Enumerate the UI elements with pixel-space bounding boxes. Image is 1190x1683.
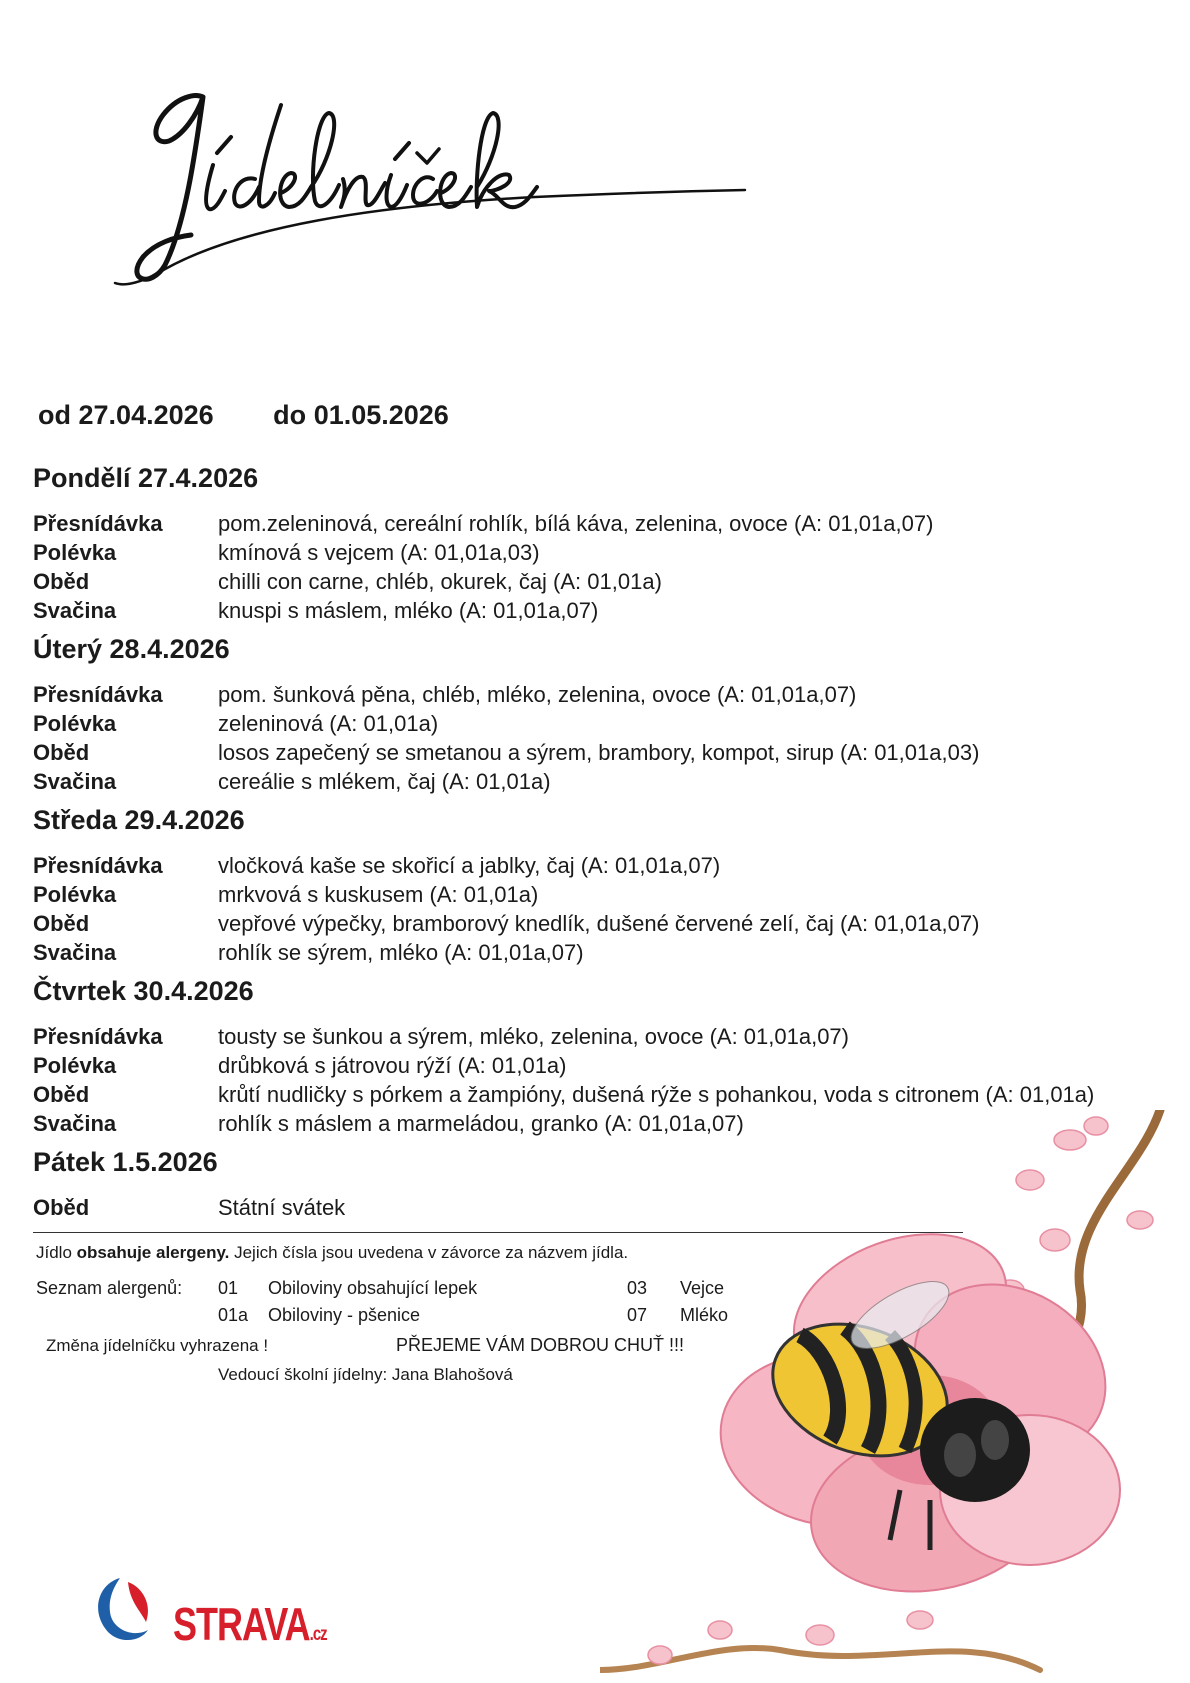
meal-name: Oběd <box>33 740 90 765</box>
day-title: Pondělí 27.4.2026 <box>33 463 259 493</box>
meal-row <box>33 1051 1113 1080</box>
meal-name: Přesnídávka <box>33 682 163 707</box>
allergen-code: 01a <box>218 1305 249 1325</box>
meal-row <box>33 909 1113 938</box>
meal-name: Přesnídávka <box>33 511 163 536</box>
meal-description: kmínová s vejcem (A: 01,01a,03) <box>218 540 540 565</box>
meal-name: Polévka <box>33 882 117 907</box>
meal-description: Státní svátek <box>218 1195 346 1220</box>
meal-row <box>33 738 1113 767</box>
allergen-name: Obiloviny - pšenice <box>268 1305 421 1325</box>
change-note: Změna jídelníčku vyhrazena ! <box>46 1336 269 1355</box>
meal-name: Polévka <box>33 1053 117 1078</box>
logo-suffix: .cz <box>309 1623 327 1646</box>
meal-name: Svačina <box>33 598 117 623</box>
meal-description: vepřové výpečky, bramborový knedlík, dušené červené zelí, čaj (A: 01,01a,07) <box>218 911 980 936</box>
allergen-code: 03 <box>627 1278 648 1298</box>
meal-row <box>33 1022 1113 1051</box>
meal-name: Oběd <box>33 911 90 936</box>
meal-description: zeleninová (A: 01,01a) <box>218 711 439 736</box>
meal-name: Oběd <box>33 1195 90 1220</box>
blossom-bee-illustration <box>600 1110 1190 1683</box>
meal-description: rohlík se sýrem, mléko (A: 01,01a,07) <box>218 940 584 965</box>
date-range <box>38 400 449 431</box>
allergen-name: Vejce <box>680 1278 725 1298</box>
meal-row <box>33 880 1113 909</box>
bon-appetit-wish: PŘEJEME VÁM DOBROU CHUŤ !!! <box>396 1335 685 1355</box>
day-wednesday <box>33 804 1113 967</box>
allergen-code: 01 <box>218 1278 239 1298</box>
meal-name: Polévka <box>33 540 117 565</box>
meal-description: tousty se šunkou a sýrem, mléko, zelenina, ovoce (A: 01,01a,07) <box>218 1024 849 1049</box>
allergen-note-suffix: Jejich čísla jsou uvedena v závorce za názvem jídla. <box>229 1243 629 1262</box>
canteen-manager: Vedoucí školní jídelny: Jana Blahošová <box>218 1365 513 1384</box>
meal-row <box>33 567 1113 596</box>
meal-description: vločková kaše se skořicí a jablky, čaj (A: 01,01a,07) <box>218 853 721 878</box>
allergen-note-bold: obsahuje alergeny. <box>76 1243 230 1262</box>
meal-row <box>33 1080 1113 1109</box>
allergen-list-label: Seznam alergenů: <box>36 1278 183 1298</box>
meal-description: chilli con carne, chléb, okurek, čaj (A: 01,01a) <box>218 569 662 594</box>
day-tuesday <box>33 633 1113 796</box>
day-title: Čtvrtek 30.4.2026 <box>33 976 254 1006</box>
day-title: Pátek 1.5.2026 <box>33 1147 218 1177</box>
allergen-note-prefix: Jídlo <box>36 1243 77 1262</box>
meal-description: rohlík s máslem a marmeládou, granko (A: 01,01a,07) <box>218 1111 744 1136</box>
meal-description: pom. šunková pěna, chléb, mléko, zelenina, ovoce (A: 01,01a,07) <box>218 682 857 707</box>
meal-row <box>33 538 1113 567</box>
meal-description: mrkvová s kuskusem (A: 01,01a) <box>218 882 539 907</box>
meal-row <box>33 938 1113 967</box>
from-date: 27.04.2026 <box>78 400 214 430</box>
meal-name: Svačina <box>33 1111 117 1136</box>
meal-row <box>33 596 1113 625</box>
meal-row <box>33 509 1113 538</box>
meal-description: drůbková s játrovou rýží (A: 01,01a) <box>218 1053 567 1078</box>
meal-row <box>33 851 1113 880</box>
meal-name: Svačina <box>33 769 117 794</box>
meal-name: Přesnídávka <box>33 853 163 878</box>
day-title: Úterý 28.4.2026 <box>33 634 230 664</box>
to-label: do <box>273 400 307 430</box>
meal-description: krůtí nudličky s pórkem a žampióny, dušená rýže s pohankou, voda s citronem (A: 01,01a) <box>218 1082 1095 1107</box>
meal-name: Oběd <box>33 1082 90 1107</box>
meal-description: cereálie s mlékem, čaj (A: 01,01a) <box>218 769 551 794</box>
meal-description: losos zapečený se smetanou a sýrem, brambory, kompot, sirup (A: 01,01a,03) <box>218 740 980 765</box>
meal-name: Svačina <box>33 940 117 965</box>
to-date: 01.05.2026 <box>313 400 449 430</box>
allergen-name: Mléko <box>680 1305 729 1325</box>
menu-title <box>85 75 765 315</box>
meal-description: knuspi s máslem, mléko (A: 01,01a,07) <box>218 598 599 623</box>
meal-description: pom.zeleninová, cereální rohlík, bílá káva, zelenina, ovoce (A: 01,01a,07) <box>218 511 934 536</box>
allergen-name: Obiloviny obsahující lepek <box>268 1278 478 1298</box>
meal-row <box>33 709 1113 738</box>
meal-name: Oběd <box>33 569 90 594</box>
from-label: od <box>38 400 71 430</box>
allergen-code: 07 <box>627 1305 648 1325</box>
meal-name: Přesnídávka <box>33 1024 163 1049</box>
day-monday <box>33 462 1113 625</box>
strava-wordmark <box>173 1597 327 1652</box>
day-title: Středa 29.4.2026 <box>33 805 245 835</box>
meal-row <box>33 767 1113 796</box>
allergen-note <box>36 1243 628 1263</box>
meal-row <box>33 680 1113 709</box>
meal-name: Polévka <box>33 711 117 736</box>
logo-text: STRAVA <box>173 1597 310 1651</box>
